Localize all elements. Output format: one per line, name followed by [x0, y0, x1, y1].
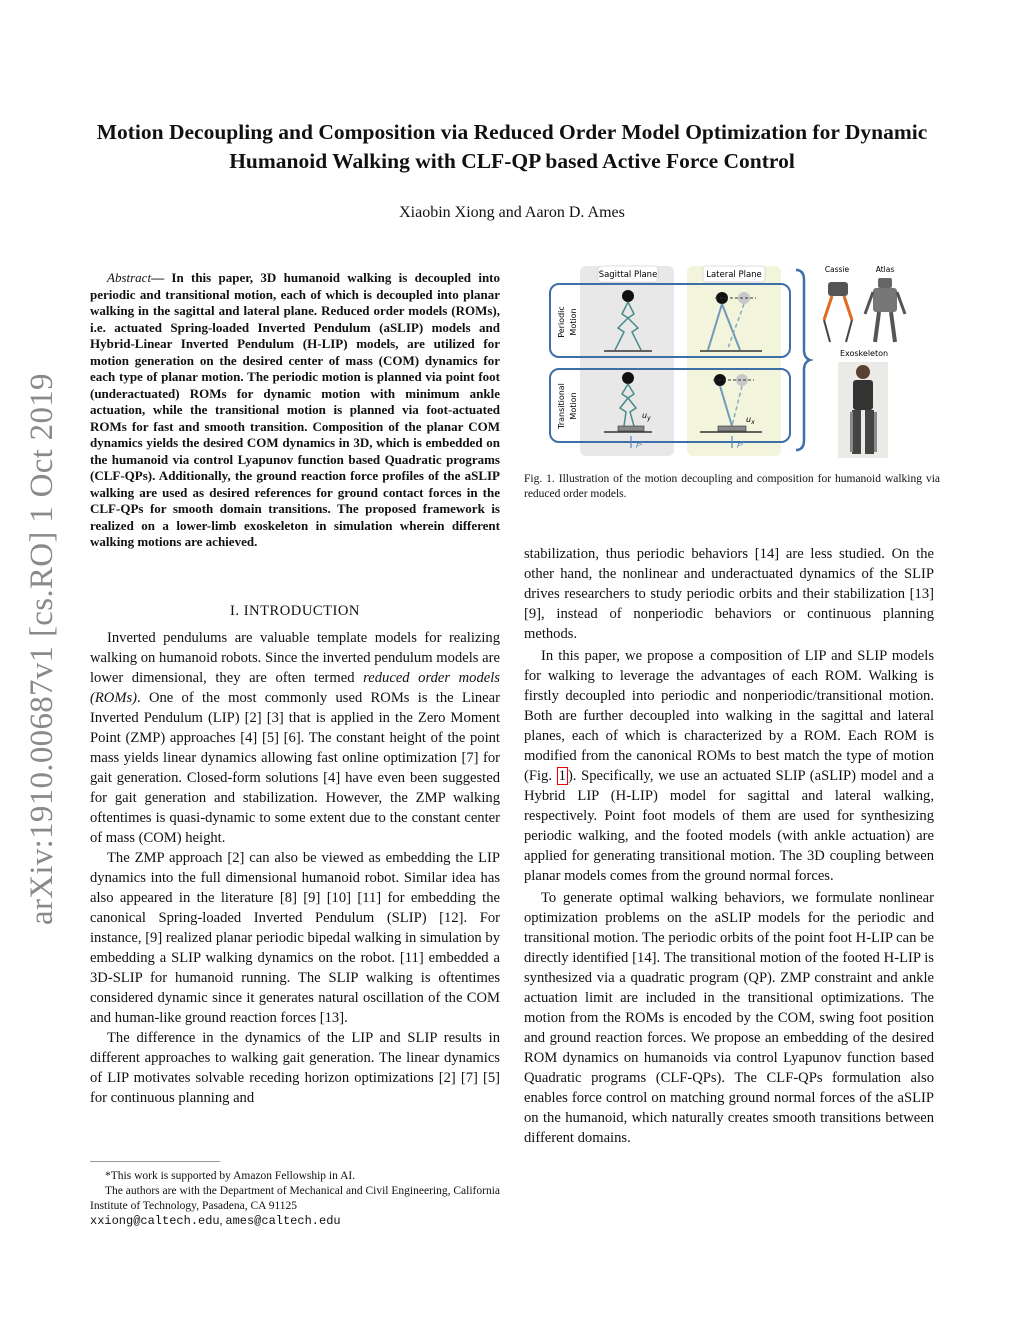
com-mass-icon	[622, 372, 634, 384]
figure-caption: Fig. 1. Illustration of the motion decoupling and composition for humanoid walking via reduced order models.	[524, 473, 940, 500]
footnote	[90, 1169, 500, 1229]
arxiv-identifier: arXiv:1910.00687v1 [cs.RO] 1 Oct 2019	[24, 373, 60, 925]
atlas-label: Atlas	[875, 265, 895, 274]
footnote-separator	[90, 1161, 220, 1162]
svg-text:Fz: $F^z$	[737, 441, 744, 450]
com-mass-ghost-icon	[736, 374, 748, 386]
com-mass-icon	[622, 290, 634, 302]
periodic-label: Periodic	[557, 306, 566, 338]
ankle-torque-uy: $u_y$	[642, 411, 651, 422]
footnote-emails: xxiong@caltech.edu, ames@caltech.edu	[90, 1214, 341, 1228]
foot-icon	[718, 426, 746, 431]
section-heading: I. INTRODUCTION	[230, 603, 360, 619]
transitional-label: Transitional	[557, 383, 566, 429]
intro-paragraph-3: The difference in the dynamics of the LIP and SLIP results in different approaches to walking gait generation. The linear dynamics of LIP motivates solvable receding horizon optimizations [2] [7] [5] for continuous planning and	[90, 1030, 500, 1106]
abstract-text: In this paper, 3D humanoid walking is decoupled into periodic and transitional motion, each of which is decoupled into planar walking in the sagittal and lateral plane. Reduced order models (ROMs), i.e. actuated Spring-loaded Inverted Pendulum (aSLIP) models and Hybrid-Linear Inverted Pendulum (H-LIP) models, are utilized for motion generation on the desired center of mass (COM) dynamics for each type of planar motion. The periodic motion is planned via point foot (underactuated) ROMs for dynamic motion with minimum ankle actuation, while the transitional motion is planned via foot-actuated ROMs for fast and smooth transition. Composition of the planar COM dynamics yields the desired COM dynamics in 3D, which is embedded on the humanoid via control Lyapunov function based Quadratic programs (CLF-QPs). Additionally, the ground reaction force profiles of the aSLIP walking are used as desired references for ground contact forces in the CLF-QPs for smooth domain transitions. The proposed framework is realized on a lower-limb exoskeleton in simulation wherein different walking motions are achieved.	[90, 270, 500, 549]
right-paragraph-1: stabilization, thus periodic behaviors [14] are less studied. On the other hand, the nonlinear and underactuated dynamics of the SLIP drives researchers to study periodic orbits and their stabilization [13] [9], instead of nonperiodic behaviors or continuous planning methods.	[524, 546, 934, 642]
cassie-robot-icon	[824, 282, 852, 342]
abstract-label: Abstract	[107, 270, 152, 285]
foot-icon	[618, 426, 644, 431]
exoskeleton-label: Exoskeleton	[839, 349, 889, 358]
paper-title: Motion Decoupling and Composition via Reduced Order Model Optimization for Dynamic Humanoid Walking with CLF-QP based Active Force Control	[96, 120, 928, 173]
right-paragraph-3: To generate optimal walking behaviors, we formulate nonlinear optimization problems on the aSLIP models for the periodic and transitional motion. The periodic orbits of the point foot H-LIP can be directly identified [14]. The transitional motion of the footed H-LIP is synthesized via a quadratic program (QP). ZMP constraint and ankle actuation limit are included in the transitional optimizations. The motion from the ROMs is encoded by the COM, swing foot position and ground reaction forces. We propose an embedding of the desired ROM dynamics on humanoids via control Lyapunov function based Quadratic programs (CLF-QPs). The CLF-QPs formulation also enables force control on matching ground normal forces of the aSLIP on the humanoid, which naturally creates smooth transitions between different domains.	[524, 890, 934, 1146]
left-column	[90, 628, 500, 1108]
atlas-robot-icon	[865, 278, 905, 342]
footnote-affiliation: The authors are with the Department of Mechanical and Civil Engineering, California Institute of Technology, Pasadena, CA 91125	[90, 1185, 500, 1212]
normal-force-label: $F^z$	[636, 441, 643, 450]
lateral-plane-label: Lateral Plane	[706, 270, 762, 280]
right-paragraph-2: In this paper, we propose a composition of LIP and SLIP models for walking to leverage the advantages of each ROM. Walking is firstly decoupled into periodic and nonperiodic/transitional motion. Both are further decoupled into walking in the sagittal and lateral planes, each of which is characterized by a ROM. Each ROM is modified from the canonical ROMs to best match the type of motion (Fig. 1 ). Specifically, we use an actuated SLIP (aSLIP) model and a Hybrid LIP (H-LIP) model for sagittal and lateral walking, respectively. Point foot models of them are used for synthesizing periodic walking, and the footed models (with ankle actuation) are applied for generating transitional motion. The 3D coupling between planar models comes from the ground normal forces.	[524, 648, 934, 884]
periodic-motion-label: Motion	[569, 308, 578, 336]
ankle-torque-ux: $u_x$	[746, 415, 755, 426]
email-link-1[interactable]: xxiong@caltech.edu	[90, 1214, 220, 1228]
sagittal-plane-label: Sagittal Plane	[598, 270, 658, 280]
roms-term: reduced order models (ROMs)	[90, 670, 500, 706]
authors: Xiaobin Xiong and Aaron D. Ames	[399, 204, 625, 221]
intro-paragraph-1: Inverted pendulums are valuable template models for realizing walking on humanoid robots. Since the inverted pendulum models are lower dimensional, they are often termed reduced order models (ROMs). One of the most commonly used ROMs is the Linear Inverted Pendulum (LIP) [2] [3] that is applied in the Zero Moment Point (ZMP) approaches [4] [5] [6]. The constant height of the point mass yields linear dynamics allowing fast online optimization [7] for gait generation. Closed-form solutions [4] have even been suggested for gait generation and stabilization. However, the ZMP walking oftentimes is quasi-dynamic to some extent due to the constant center of mass (COM) height.	[90, 630, 500, 846]
com-mass-ghost-icon	[738, 292, 750, 304]
abstract: Abstract— In this paper, 3D humanoid walking is decoupled into periodic and transitional motion, each of which is decoupled into planar walking in the sagittal and lateral plane. Reduced order models (ROMs), i.e. actuated Spring-loaded Inverted Pendulum (aSLIP) models and Hybrid-Linear Inverted Pendulum (H-LIP) models, are utilized for motion generation on the desired center of mass (COM) dynamics for each type of planar motion. The periodic motion is planned via point foot (underactuated) ROMs for dynamic motion with minimum ankle actuation, while the transitional motion is planned via foot-actuated ROMs for fast and smooth transition. Composition of the planar COM dynamics yields the desired COM dynamics in 3D, which is embedded on the humanoid via control Lyapunov function based Quadratic programs (CLF-QPs). Additionally, the ground reaction force profiles of the aSLIP walking are used as desired references for ground contact forces in the CLF-QPs for smooth domain transitions. The proposed framework is realized on a lower-limb exoskeleton in simulation wherein different walking motions are achieved.	[90, 270, 500, 549]
right-column	[524, 544, 934, 1148]
cassie-label: Cassie	[824, 265, 850, 274]
footnote-funding: *This work is supported by Amazon Fellowship in AI.	[105, 1170, 356, 1182]
intro-paragraph-2: The ZMP approach [2] can also be viewed as embedding the LIP dynamics into the full dimensional humanoid robot. Similar idea has also appeared in the literature [8] [9] [10] [11] for embedding the canonical Spring-loaded Inverted Pendulum (SLIP) [12]. For instance, [9] realized planar periodic bipedal walking in simulation by embedding a SLIP walking dynamics on the robot. [11] embedded a 3D-SLIP for humanoid running. The SLIP walking is oftentimes considered dynamic since it generates natural oscillation of the COM and human-like ground reaction forces [13].	[90, 850, 500, 1026]
transitional-motion-label: Motion	[569, 392, 578, 420]
composition-brace-icon	[796, 270, 810, 450]
figure-1	[540, 262, 940, 462]
exoskeleton-photo	[838, 362, 888, 458]
email-link-2[interactable]: ames@caltech.edu	[225, 1214, 341, 1228]
figure-reference-link[interactable]: 1	[558, 768, 566, 784]
